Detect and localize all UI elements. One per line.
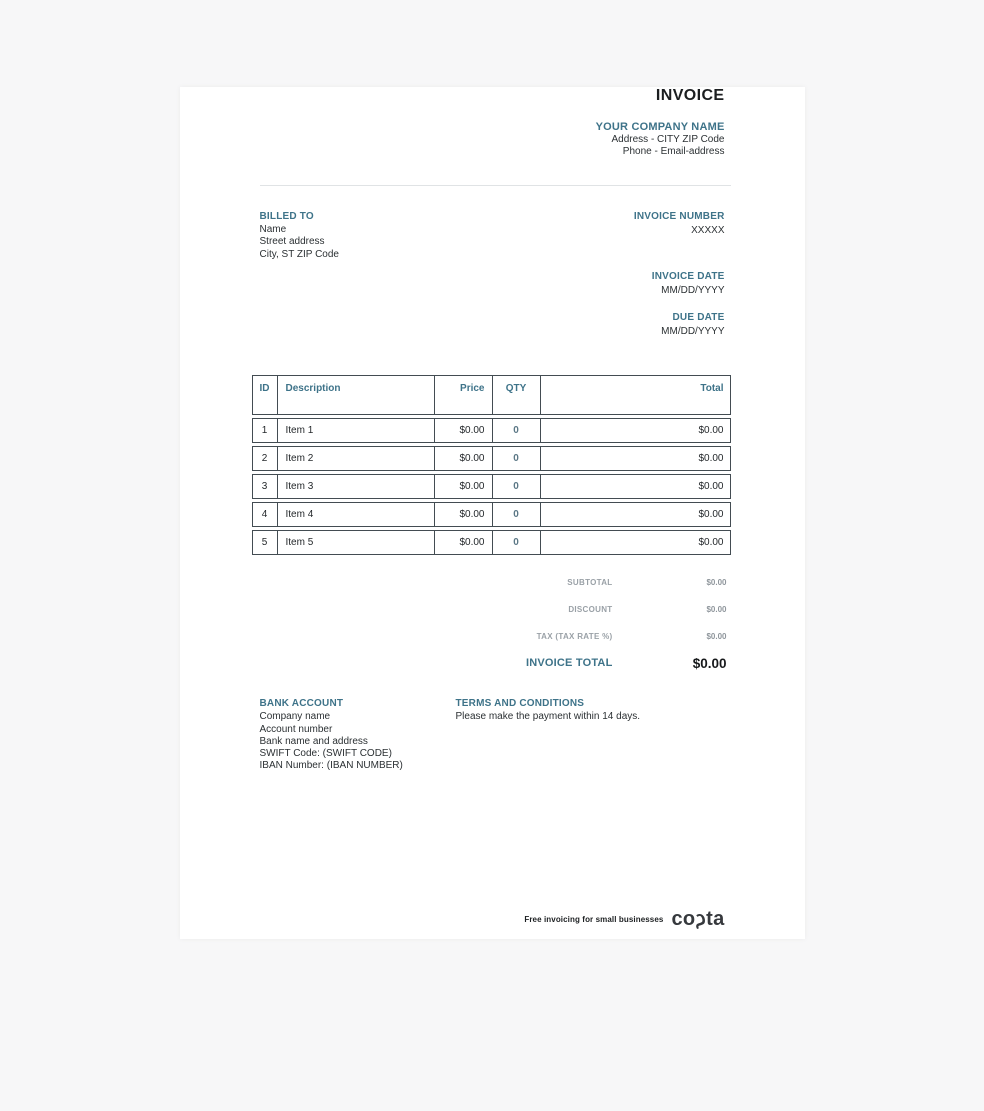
table-row [252,530,731,555]
row-description: Item 1 [278,419,435,442]
terms-text: Please make the payment within 14 days. [455,711,641,723]
subtotal-row [252,569,727,596]
logo-text-prefix: co [671,908,696,930]
table-row [252,502,731,527]
subtotal-value: $0.00 [706,577,727,587]
discount-value: $0.00 [706,604,727,614]
due-date-block [634,312,725,338]
billed-to-name: Name [259,223,287,235]
company-address: Address - CITY ZIP Code [611,134,725,145]
bank-swift-code: SWIFT Code: (SWIFT CODE) [259,747,392,759]
due-date-value: MM/DD/YYYY [661,325,725,337]
table-row [252,446,731,471]
terms-label: TERMS AND CONDITIONS [455,697,585,709]
row-price: $0.00 [435,419,493,442]
row-id: 1 [253,419,278,442]
invoice-number-value: XXXXX [691,224,725,236]
line-items-table [252,375,731,555]
column-header-id: ID [253,376,278,414]
row-id: 3 [253,475,278,498]
company-contact: Phone - Email-address [622,146,725,158]
row-total: $0.00 [698,452,724,464]
row-qty: 0 [493,503,541,526]
header-divider [260,185,731,186]
brand-footer [524,908,724,930]
footer-tagline: Free invoicing for small businesses [524,914,664,924]
subtotal-label: SUBTOTAL [567,577,613,587]
row-total: $0.00 [698,424,724,436]
bank-iban-number: IBAN Number: (IBAN NUMBER) [259,760,403,772]
row-description: Item 3 [278,475,435,498]
row-price: $0.00 [435,503,493,526]
row-qty: 0 [493,419,541,442]
bank-name-address: Bank name and address [259,735,368,747]
invoice-total-value: $0.00 [692,655,727,671]
column-header-total: Total [700,382,724,394]
invoice-date-value: MM/DD/YYYY [661,284,725,296]
invoice-total-row [252,650,727,677]
logo-text-suffix: ta [706,908,725,930]
tax-label: TAX (TAX RATE %) [536,631,613,641]
row-description: Item 2 [278,447,435,470]
table-row [252,474,731,499]
row-id: 4 [253,503,278,526]
bank-account-label: BANK ACCOUNT [259,697,344,709]
document-header [252,87,731,158]
invoice-title: INVOICE [655,87,725,104]
invoice-date-label: INVOICE DATE [651,271,725,283]
company-name: YOUR COMPANY NAME [595,121,725,133]
column-header-price: Price [435,376,493,414]
billed-to-block [260,211,339,337]
logo-swirl-icon: ς [695,908,707,930]
discount-row [252,596,727,623]
discount-label: DISCOUNT [568,604,613,614]
invoice-meta-block [634,211,731,337]
row-total: $0.00 [698,536,724,548]
table-header-row [252,375,731,415]
billed-to-city: City, ST ZIP Code [259,248,339,260]
column-header-description: Description [278,376,435,414]
bank-company-name: Company name [259,711,331,723]
payment-info-section [260,698,731,773]
row-total: $0.00 [698,480,724,492]
row-qty: 0 [493,447,541,470]
conta-logo [671,908,724,930]
billed-to-street: Street address [259,236,325,248]
row-price: $0.00 [435,531,493,554]
row-description: Item 4 [278,503,435,526]
column-header-qty: QTY [493,376,541,414]
tax-row [252,623,727,650]
billing-meta-section [252,211,731,337]
invoice-total-label: INVOICE TOTAL [525,657,613,670]
bank-account-block [260,698,456,773]
row-id: 5 [253,531,278,554]
row-price: $0.00 [435,475,493,498]
row-price: $0.00 [435,447,493,470]
totals-section [252,569,731,677]
invoice-number-label: INVOICE NUMBER [633,211,725,223]
tax-value: $0.00 [706,631,727,641]
bank-account-number: Account number [259,723,333,735]
company-block [252,121,725,158]
row-qty: 0 [493,531,541,554]
terms-block [456,698,731,773]
due-date-label: DUE DATE [672,312,725,323]
billed-to-label: BILLED TO [259,211,314,223]
table-row [252,418,731,443]
row-description: Item 5 [278,531,435,554]
row-qty: 0 [493,475,541,498]
invoice-date-block [634,271,725,297]
invoice-page [180,87,805,939]
row-total: $0.00 [698,508,724,520]
invoice-number-block [634,211,725,237]
row-id: 2 [253,447,278,470]
